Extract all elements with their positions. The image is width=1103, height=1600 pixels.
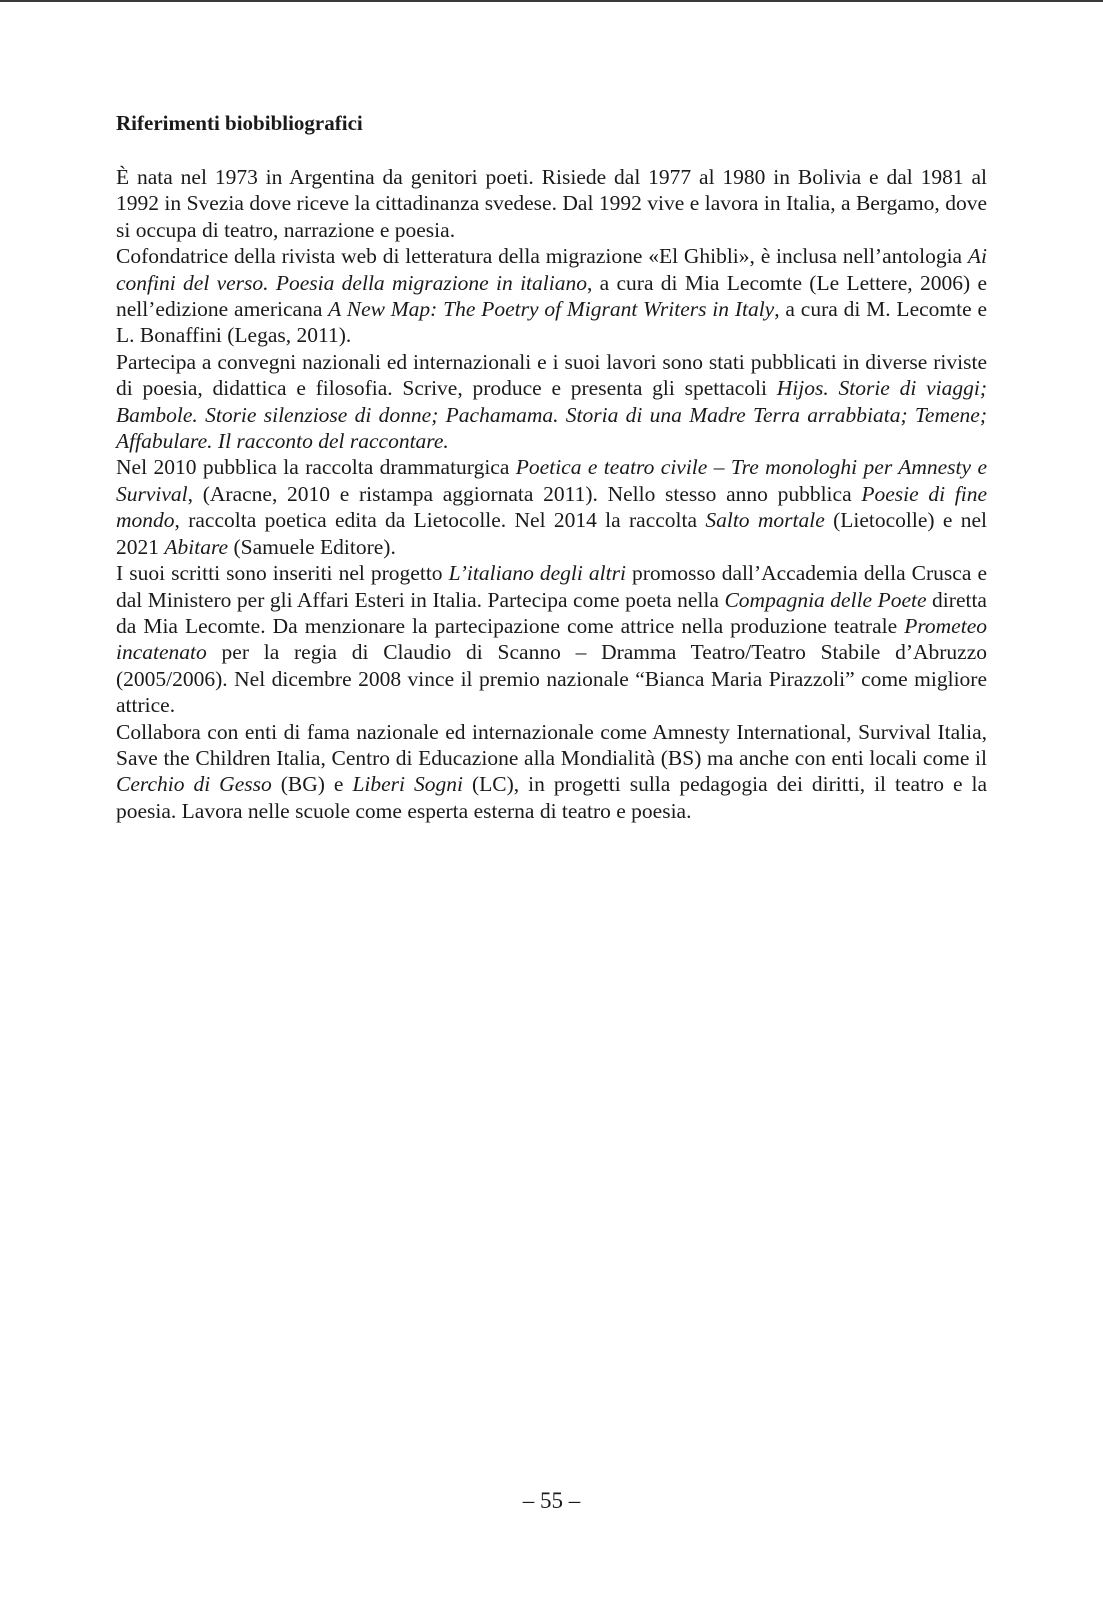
paragraph-text: , a cura di Mia Lecomte (Le Lettere, 2006) e nell’edizione americana bbox=[116, 270, 988, 322]
italic-title-text: L’italiano degli altri bbox=[448, 561, 626, 586]
paragraph-text: Collabora con enti di fama nazionale ed internazionale come Amnesty International, Survival Italia, Save the Children Italia, Centro di Educazione alla Mondialità (BS) ma anche con enti locali come il bbox=[116, 719, 987, 770]
paragraph-text: (Samuele Editore). bbox=[228, 534, 396, 559]
paragraph-text: I suoi scritti sono inseriti nel progetto bbox=[116, 561, 449, 586]
italic-title-text: Prometeo incatenato bbox=[116, 613, 987, 665]
italic-title-text: Compagnia delle Poete bbox=[724, 587, 927, 612]
paragraph bbox=[116, 243, 987, 349]
biography-text bbox=[116, 164, 987, 824]
paragraph-text: (Lietocolle) e nel 2021 bbox=[116, 508, 987, 559]
page-number: – 55 – bbox=[522, 1488, 581, 1513]
paragraph-text: È nata nel 1973 in Argentina da genitori poeti. Risiede dal 1977 al 1980 in Bolivia e dal 1981 al 1992 in Svezia dove riceve la cittadinanza svedese. Dal 1992 vive e lavora in Italia, a Bergamo, dove si occupa di teatro, narrazione e poesia. bbox=[116, 165, 987, 242]
paragraph bbox=[116, 719, 987, 825]
italic-title-text: Hijos. Storie di viaggi; Bambole. Storie silenziose di donne; Pachamama. Storia di una Madre Terra arrabbiata; Temene; Affabulare. Il racconto del raccontare. bbox=[116, 376, 987, 454]
italic-title-text: A New Map: The Poetry of Migrant Writers in Italy bbox=[328, 297, 775, 322]
italic-title-text: Cerchio di Gesso bbox=[116, 772, 272, 797]
section-heading: Riferimenti biobibliografici bbox=[116, 111, 363, 135]
page-body bbox=[116, 110, 987, 824]
italic-title-text: Liberi Sogni bbox=[352, 772, 463, 797]
italic-title-text: Poetica e teatro civile – Tre monologhi per Amnesty e Survival bbox=[116, 455, 987, 506]
paragraph-text: Nel 2010 pubblica la raccolta drammaturgica bbox=[116, 455, 516, 480]
paragraph-text: Cofondatrice della rivista web di letteratura della migrazione «El Ghibli», è inclusa nell’antologia bbox=[116, 244, 968, 269]
italic-title-text: Ai confini del verso. Poesia della migrazione in italiano bbox=[116, 244, 987, 295]
paragraph-text: , raccolta poetica edita da Lietocolle. Nel 2014 la raccolta bbox=[174, 508, 706, 533]
paragraph bbox=[116, 560, 987, 718]
paragraph-text: diretta da Mia Lecomte. Da menzionare la partecipazione come attrice nella produzione teatrale bbox=[116, 587, 987, 638]
paragraph bbox=[116, 454, 987, 560]
paragraph-text: , a cura di M. Lecomte e L. Bonaffini (Legas, 2011). bbox=[116, 297, 987, 348]
paragraph bbox=[116, 164, 987, 243]
paragraph-text: per la regia di Claudio di Scanno – Dramma Teatro/Teatro Stabile d’Abruzzo (2005/2006). Nel dicembre 2008 vince il premio nazionale “Bianca Maria Pirazzoli” come migliore attrice. bbox=[116, 640, 987, 718]
top-border-line bbox=[0, 0, 1103, 2]
italic-title-text: Poesie di fine mondo bbox=[116, 481, 987, 533]
italic-title-text: Salto mortale bbox=[705, 508, 825, 533]
italic-title-text: Abitare bbox=[164, 534, 229, 559]
paragraph-text: , (Aracne, 2010 e ristampa aggiornata 2011). Nello stesso anno pubblica bbox=[187, 481, 862, 506]
paragraph-text: (LC), in progetti sulla pedagogia dei diritti, il teatro e la poesia. Lavora nelle scuole come esperta esterna di teatro e poesia. bbox=[116, 772, 987, 823]
paragraph-text: (BG) e bbox=[271, 772, 353, 797]
paragraph-text: promosso dall’Accademia della Crusca e dal Ministero per gli Affari Esteri in Italia. Partecipa come poeta nella bbox=[116, 561, 987, 612]
paragraph bbox=[116, 349, 987, 455]
paragraph-text: Partecipa a convegni nazionali ed internazionali e i suoi lavori sono stati pubblicati in diverse riviste di poesia, didattica e filosofia. Scrive, produce e presenta gli spettacoli bbox=[116, 349, 987, 401]
